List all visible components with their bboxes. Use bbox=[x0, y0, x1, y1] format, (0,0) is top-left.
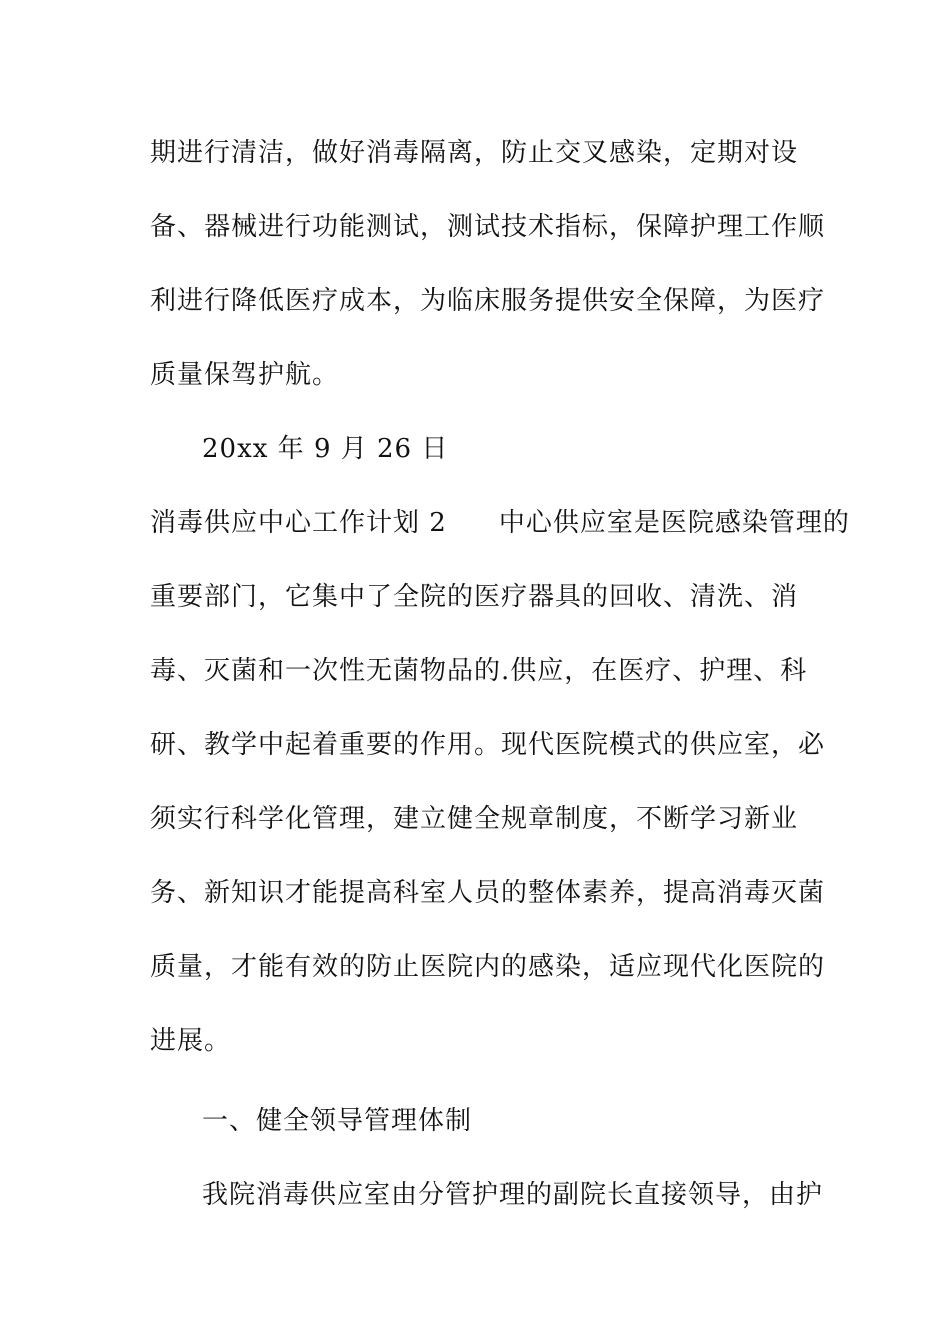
text-line: 期进行清洁，做好消毒隔离，防止交叉感染，定期对设 bbox=[150, 138, 799, 168]
text-line: 我院消毒供应室由分管护理的副院长直接领导，由护 bbox=[202, 1180, 824, 1210]
text-line: 毒、灭菌和一次性无菌物品的.供应，在医疗、护理、科 bbox=[150, 656, 808, 686]
text-line: 重要部门，它集中了全院的医疗器具的回收、清洗、消 bbox=[150, 582, 799, 612]
date-line: 20xx 年 9 月 26 日 bbox=[202, 434, 449, 464]
section-title: 消毒供应中心工作计划 2 bbox=[150, 508, 447, 538]
text-line: 须实行科学化管理，建立健全规章制度，不断学习新业 bbox=[150, 804, 799, 834]
text-line: 研、教学中起着重要的作用。现代医院模式的供应室，必 bbox=[150, 730, 826, 760]
text-line: 质量保驾护航。 bbox=[150, 360, 340, 390]
text-line: 质量，才能有效的防止医院内的感染，适应现代化医院的 bbox=[150, 952, 826, 982]
text-line: 利进行降低医疗成本，为临床服务提供安全保障，为医疗 bbox=[150, 286, 826, 316]
text-line: 务、新知识才能提高科室人员的整体素养，提高消毒灭菌 bbox=[150, 878, 826, 908]
text-line: 备、器械进行功能测试，测试技术指标，保障护理工作顺 bbox=[150, 212, 826, 242]
section-title-line bbox=[150, 506, 850, 540]
text-line: 进展。 bbox=[150, 1026, 232, 1056]
section-heading: 一、健全领导管理体制 bbox=[202, 1106, 473, 1136]
section-first-line: 中心供应室是医院感染管理的 bbox=[498, 508, 850, 538]
